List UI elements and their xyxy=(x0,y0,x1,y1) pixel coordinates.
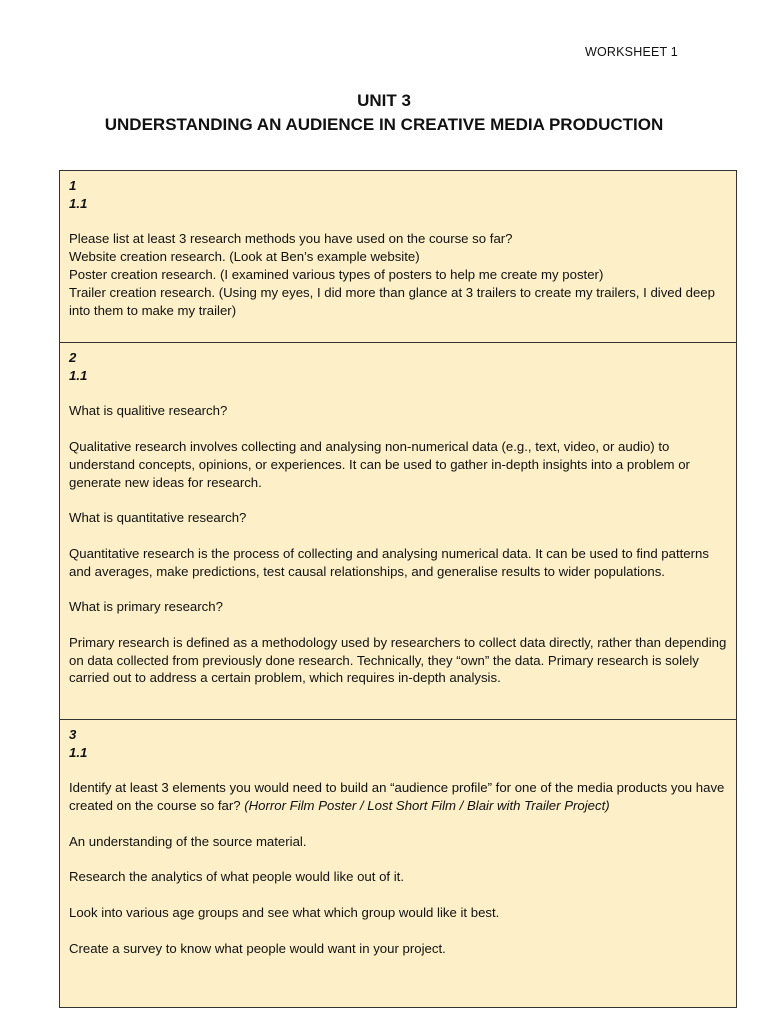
question-text xyxy=(69,779,727,815)
answer-paragraph: Primary research is defined as a methodology used by researchers to collect data directly, rather than depending on data collected from previously done research. Technically, they “own” the data. Primary research is solely carried out to address a certain problem, which requires in-depth analysis. xyxy=(69,634,727,686)
answer-line: Poster creation research. (I examined various types of posters to help me create my poster) xyxy=(69,266,604,282)
answer-line: Look into various age groups and see what which group would like it best. xyxy=(69,904,500,920)
question-text: Please list at least 3 research methods you have used on the course so far? xyxy=(69,231,513,247)
answer-line: Create a survey to know what people would want in your project. xyxy=(69,940,446,956)
question-note: (Horror Film Poster / Lost Short Film / Blair with Trailer Project) xyxy=(244,798,610,814)
answer-line: Website creation research. (Look at Ben’s example website) xyxy=(69,249,420,265)
section-1-cell xyxy=(60,171,736,343)
answer-paragraph: Qualitative research involves collecting and analysing non-numerical data (e.g., text, video, or audio) to understand concepts, opinions, or experiences. It can be used to gather in-depth insights into a problem or generate new ideas for research. xyxy=(69,438,690,490)
section-criterion: 1.1 xyxy=(69,367,88,383)
answer-line: Trailer creation research. (Using my eyes, I did more than glance at 3 trailers to create my trailers, I dived deep into them to make my trailer) xyxy=(69,284,715,318)
question-text: What is quantitative research? xyxy=(69,510,247,526)
title-block xyxy=(0,89,768,137)
section-number: 3 xyxy=(69,727,77,742)
section-2-cell xyxy=(60,343,736,720)
answer-paragraph: Quantitative research is the process of collecting and analysing numerical data. It can be used to find patterns and averages, make predictions, test causal relationships, and generalise results to wider populations. xyxy=(69,545,709,579)
section-number: 1 xyxy=(69,178,77,193)
question-main: Identify at least 3 elements you would need to build an “audience profile” for one of the media products you have created on the course so far? xyxy=(69,780,725,814)
document-subtitle: UNDERSTANDING AN AUDIENCE IN CREATIVE MEDIA PRODUCTION xyxy=(104,115,664,134)
section-number: 2 xyxy=(69,350,77,365)
answer-line: An understanding of the source material. xyxy=(69,833,307,849)
question-text: What is primary research? xyxy=(69,599,223,615)
section-criterion: 1.1 xyxy=(69,744,88,760)
section-criterion: 1.1 xyxy=(69,195,88,211)
section-3-cell xyxy=(60,720,736,1007)
answer-line: Research the analytics of what people would like out of it. xyxy=(69,869,405,885)
unit-title: UNIT 3 xyxy=(357,91,411,110)
worksheet-label: WORKSHEET 1 xyxy=(585,45,678,59)
question-text: What is qualitive research? xyxy=(69,403,228,419)
worksheet-table xyxy=(59,170,737,1008)
